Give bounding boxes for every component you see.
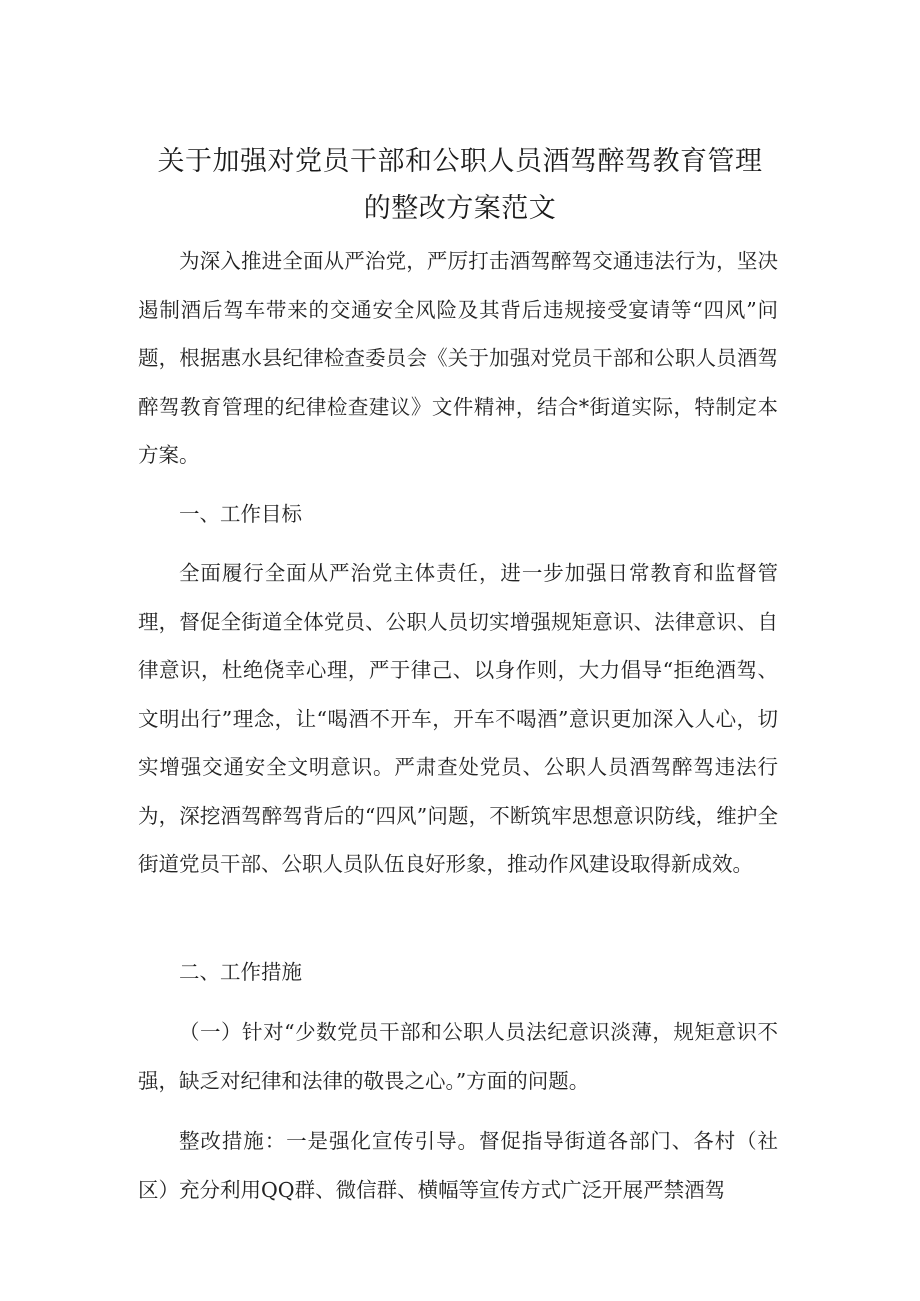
rectification-measures-paragraph: 整改措施：一是强化宣传引导。督促指导街道各部门、各村（社区）充分利用QQ群、微信群、横幅等宣传方式广泛开展严禁酒驾 — [138, 1129, 778, 1202]
document-title-line-1: 关于加强对党员干部和公职人员酒驾醉驾教育管理 — [157, 146, 763, 177]
work-goals-paragraph: 全面履行全面从严治党主体责任，进一步加强日常教育和监督管理，督促全街道全体党员、公职人员切实增强规矩意识、法律意识、自律意识，杜绝侥幸心理，严于律己、以身作则，大力倡导“拒绝酒驾、文明出行”理念，让“喝酒不开车，开车不喝酒”意识更加深入人心，切实增强交通安全文明意识。严肃查处党员、公职人员酒驾醉驾违法行为，深挖酒驾醉驾背后的“四风”问题，不断筑牢思想意识防线，维护全街道党员干部、公职人员队伍良好形象，推动作风建设取得新成效。 — [138, 561, 778, 876]
document-title-line-2: 的整改方案范文 — [363, 193, 557, 224]
measure-item-1-paragraph: （一）针对“少数党员干部和公职人员法纪意识淡薄，规矩意识不强，缺乏对纪律和法律的敬畏之心。”方面的问题。 — [138, 1020, 778, 1093]
section-heading-work-measures: 二、工作措施 — [179, 960, 302, 984]
section-heading-work-goals: 一、工作目标 — [179, 502, 302, 526]
intro-paragraph: 为深入推进全面从严治党，严厉打击酒驾醉驾交通违法行为，坚决遏制酒后驾车带来的交通安全风险及其背后违规接受宴请等“四风”问题，根据惠水县纪律检查委员会《关于加强对党员干部和公职人员酒驾醉驾教育管理的纪律检查建议》文件精神，结合*街道实际，特制定本方案。 — [138, 249, 778, 467]
